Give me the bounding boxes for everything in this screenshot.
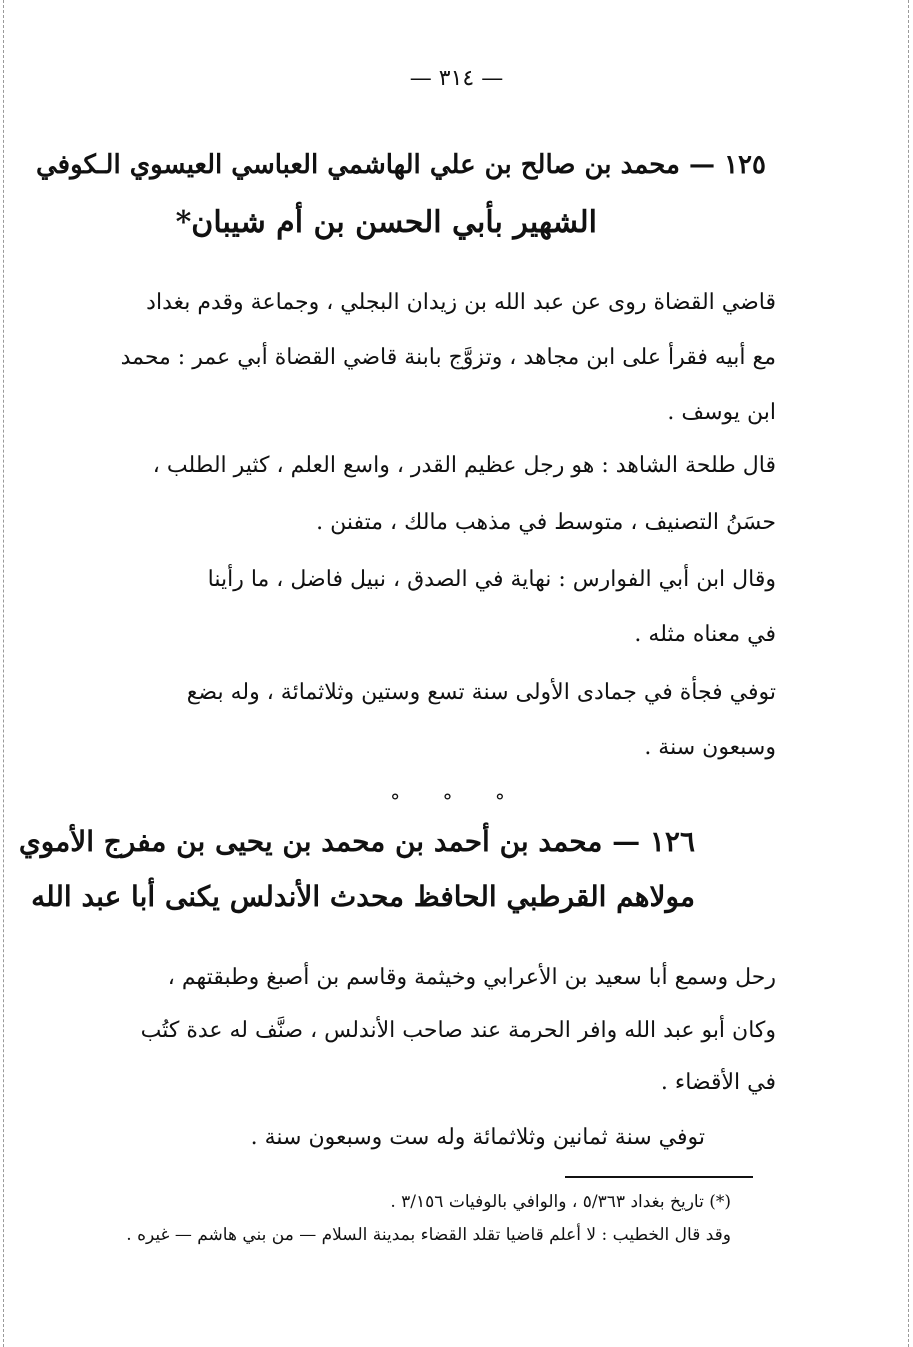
section-separator: ° ° ° bbox=[390, 789, 523, 813]
entry-125-text-line: توفي فجأة في جمادى الأولى سنة تسع وستين وثلاثمائة ، وله بضع bbox=[186, 680, 776, 705]
entry-125-text-line: مع أبيه فقرأ على ابن مجاهد ، وتزوَّج بابنة قاضي القضاة أبي عمر : محمد bbox=[120, 345, 776, 370]
entry-126-text-line: رحل وسمع أبا سعيد بن الأعرابي وخيثمة وقاسم بن أصبغ وطبقتهم ، bbox=[167, 965, 776, 990]
entry-125-text-line: وقال ابن أبي الفوارس : نهاية في الصدق ، نبيل فاضل ، ما رأينا bbox=[207, 567, 776, 592]
entry-125-text-line: في معناه مثله . bbox=[634, 622, 776, 647]
entry-126-text-line: وكان أبو عبد الله وافر الحرمة عند صاحب الأندلس ، صنَّف له عدة كتُب bbox=[140, 1018, 776, 1043]
margin-guide-right bbox=[908, 0, 909, 1347]
entry-126-heading-line-1: ١٢٦ — محمد بن أحمد بن محمد بن يحيى بن مفرج الأموي bbox=[18, 825, 695, 858]
page-number: — ٣١٤ — bbox=[409, 66, 504, 91]
footnote-rule bbox=[565, 1176, 753, 1178]
entry-125-text-line: حسَنُ التصنيف ، متوسط في مذهب مالك ، متفنن . bbox=[316, 510, 776, 535]
entry-125-text-line: ابن يوسف . bbox=[667, 400, 776, 425]
entry-126-text-line: في الأقضاء . bbox=[660, 1070, 776, 1095]
entry-126-heading-line-2: مولاهم القرطبي الحافظ محدث الأندلس يكنى أبا عبد الله bbox=[31, 880, 695, 913]
entry-125-heading-line-1: ١٢٥ — محمد بن صالح بن علي الهاشمي العباسي العيسوي الـكوفي bbox=[36, 150, 766, 180]
entry-125-text-line: قال طلحة الشاهد : هو رجل عظيم القدر ، واسع العلم ، كثير الطلب ، bbox=[152, 453, 776, 478]
entry-126-text-line: توفي سنة ثمانين وثلاثمائة وله ست وسبعون سنة . bbox=[250, 1125, 705, 1150]
footnote-line: (*) تاريخ بغداد ٥/٣٦٣ ، والوافي بالوفيات ٣/١٥٦ . bbox=[390, 1192, 731, 1212]
entry-125-text-line: قاضي القضاة روى عن عبد الله بن زيدان البجلي ، وجماعة وقدم بغداد bbox=[146, 290, 776, 315]
entry-125-text-line: وسبعون سنة . bbox=[644, 735, 776, 760]
footnote-line: وقد قال الخطيب : لا أعلم قاضيا تقلد القضاء بمدينة السلام — من بني هاشم — غيره . bbox=[126, 1225, 731, 1245]
entry-125-heading-line-2: الشهير بأبي الحسن بن أم شيبان* bbox=[175, 205, 597, 240]
margin-guide-left bbox=[3, 0, 4, 1347]
